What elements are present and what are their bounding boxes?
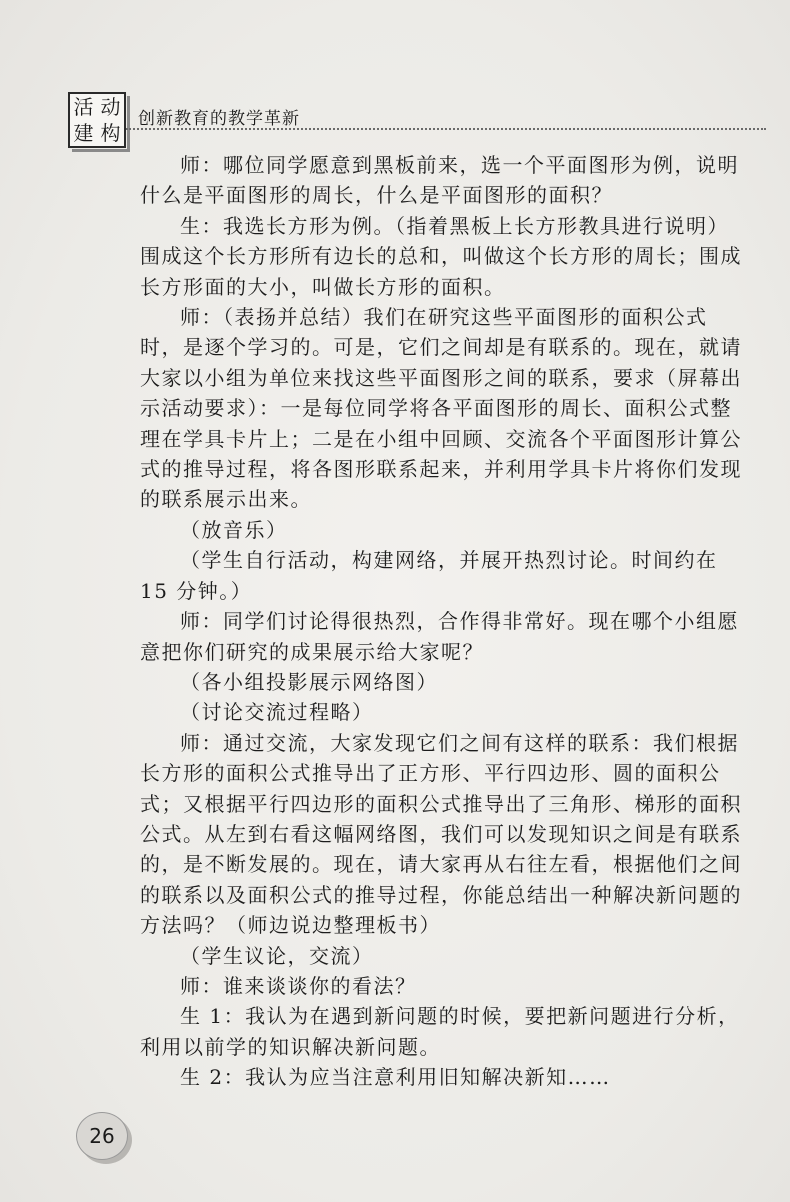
logo-char: 构 — [100, 121, 121, 145]
paragraph: 师：通过交流，大家发现它们之间有这样的联系：我们根据长方形的面积公式推导出了正方形、平行四边形、圆的面积公式；又根据平行四边形的面积公式推导出了三角形、梯形的面积公式。从左到右看这幅网络图，我们可以发现知识之间是有联系的，是不断发展的。现在，请大家再从右往左看，根据他们之间的联系以及面积公式的推导过程，你能总结出一种解决新问题的方法吗？（师边说边整理板书） — [140, 730, 742, 938]
paragraph: 生：我选长方形为例。（指着黑板上长方形教具进行说明）围成这个长方形所有边长的总和，叫做这个长方形的周长；围成长方形面的大小，叫做长方形的面积。 — [140, 213, 742, 299]
paragraph: 生 2：我认为应当注意利用旧知解决新知…… — [180, 1065, 611, 1090]
running-header-title: 创新教育的教学革新 — [138, 109, 300, 129]
paragraph: （放音乐） — [180, 517, 288, 542]
page-body — [140, 150, 748, 1093]
page-number-badge: 26 — [76, 1112, 128, 1160]
logo-char: 活 — [73, 95, 94, 119]
logo-char: 动 — [100, 95, 121, 119]
header-divider — [126, 128, 766, 130]
paragraph: （学生自行活动，构建网络，并展开热烈讨论。时间约在 15 分钟。） — [140, 548, 718, 603]
logo-char: 建 — [73, 121, 94, 145]
paragraph: （各小组投影展示网络图） — [180, 669, 438, 694]
section-logo — [68, 92, 126, 148]
paragraph: （学生议论，交流） — [180, 943, 374, 968]
paragraph: 师：哪位同学愿意到黑板前来，选一个平面图形为例，说明什么是平面图形的周长，什么是平面图形的面积？ — [140, 153, 739, 208]
paragraph: （讨论交流过程略） — [180, 700, 374, 725]
paragraph: 师：（表扬并总结）我们在研究这些平面图形的面积公式时，是逐个学习的。可是，它们之间却是有联系的。现在，就请大家以小组为单位来找这些平面图形之间的联系，要求（屏幕出示活动要求）：一是每位同学将各平面图形的周长、面积公式整理在学具卡片上；二是在小组中回顾、交流各个平面图形计算公式的推导过程，将各图形联系起来，并利用学具卡片将你们发现的联系展示出来。 — [140, 305, 742, 512]
paragraph: 师：谁来谈谈你的看法？ — [180, 973, 417, 998]
paragraph: 生 1：我认为在遇到新问题的时候，要把新问题进行分析，利用以前学的知识解决新问题。 — [140, 1004, 740, 1059]
paragraph: 师：同学们讨论得很热烈，合作得非常好。现在哪个小组愿意把你们研究的成果展示给大家呢？ — [140, 609, 739, 664]
